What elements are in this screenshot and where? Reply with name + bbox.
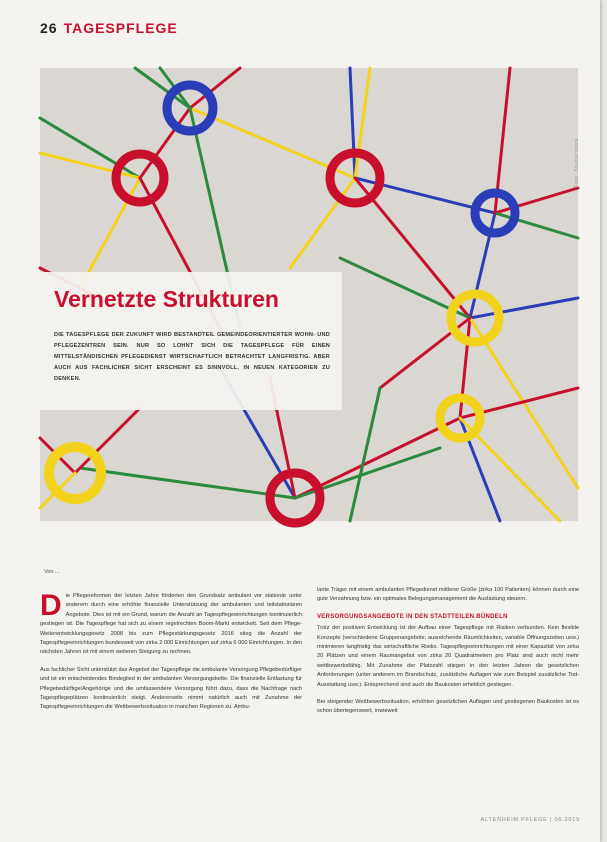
text-column-left [40,589,302,721]
section-title: TAGESPFLEGE [63,20,178,36]
paragraph: Trotz der positiven Entwicklung ist der Aufbau einer Tagespflege mit Risiken verbunden. Kein flexible Konzepte (verschiedene Gruppenangebote, ausreichende Räumlichkeiten, variable Öffnungszeiten usw.) minimieren langfristig das wirtschaftliche Risiko. Tagespflegeeinrichtungen mit einer Kapazität von zirka 20 Plätzen und einem Raumangebot von zirka 20 Quadratmetern pro Platz sind auch nicht mehr wettbewerbsfähig. Mit Zunahme der Platzzahl stiegen in den letzten Jahren die gesetzlichen Anforderungen (unter anderem im Brandschutz, zusätzliche Auflagen wie zum Beispiel zusätzliche Tod-Ausstattung usw.). Entsprechend sind auch die Baukosten erheblich gestiegen. [317,625,579,688]
page-footer: ALTENHEIM PFLEGE | 06.2019 [480,817,580,823]
running-head [40,20,178,36]
dropcap: D [40,589,62,622]
paragraph: Bei steigender Wettbewerbssituation, erhöhten gesetzlichen Auflagen und gestiegenen Baukosten ist es schon überlegenswert, inwieweit [317,699,579,715]
article-lead: DIE TAGESPFLEGE DER ZUKUNFT WIRD BESTANDTEIL GEMEINDEORIENTIERTER WOHN- UND PFLEGEZENTREN SEIN. NUR SO LOHNT SICH DIE TAGESPFLEGE FÜR EINEN MITTELSTÄNDISCHEN PFLEGEDIENST WIRTSCHAFTLICH BETRACHTET LANGFRISTIG. ABER AUCH AUS FACHLICHER SICHT ERSCHEINT ES SINNVOLL, IN NEUEN KATEGORIEN ZU DENKEN. [54,332,330,382]
paragraph: Die Pflegereformen der letzten Jahre förderten den Grundsatz ambulant vor stationär unter anderem durch eine erhöhte finanzielle Unterstützung der ambulanten und teilstationären Angebote. Dies ist mit ein Grund, warum die Anzahl an Tagespflegeeinrichtungen kontinuierlich gestiegen ist. Die Tagespflege hat sich zu einem regelrechten Boom-Markt entwickelt. Seit dem Pflege-Weiterentwicklungsgesetz 2008 bis zum Pflegestärkungsgesetz 2016 stieg die Anzahl der Tagespflegeeinrichtungen bundesweit von zirka 2 000 Einrichtungen auf zirka 6 000 Einrichtungen. In den nächsten Jahren ist mit einem weiteren Steigung zu rechnen. [40,589,302,656]
page-number: 26 [40,20,58,36]
photo-credit: Foto: Shutterstock [574,138,580,188]
title-box [40,272,342,410]
article-headline: Vernetzte Strukturen [54,286,279,312]
author-line: Von ... [44,569,60,575]
text-column-right [317,586,579,725]
paragraph: lante Träger mit einem ambulanten Pflegedienst mittlerer Größe (zirka 100 Patienten) können durch eine gute Verzahnung bzw. ein optimales Belegungsmanagement die Auslastung steuern. [317,587,579,603]
header-photo [40,68,578,521]
paragraph: Aus fachlicher Sicht unterstützt das Angebot der Tagespflege die ambulante Versorgung Pflegebedürftiger und ist ein entscheidendes Bindeglied in der ambulanten Versorgungskette. Die finanzielle Entlastung für Pflegebedürftige/Angehörige und die umfassendere Versorgung führt dazu, dass die Nachfrage nach Tagespflegeplätzen kontinuierlich steigt. Andererseits nimmt natürlich auch mit Zunahme der Tagespflegeeinrichtungen die Wettbewerbssituation in manchen Regionen zu. Ambu- [40,666,302,711]
subheading: VERSORGUNGSANGEBOTE IN DEN STADTTEILEN BÜNDELN [317,613,508,620]
